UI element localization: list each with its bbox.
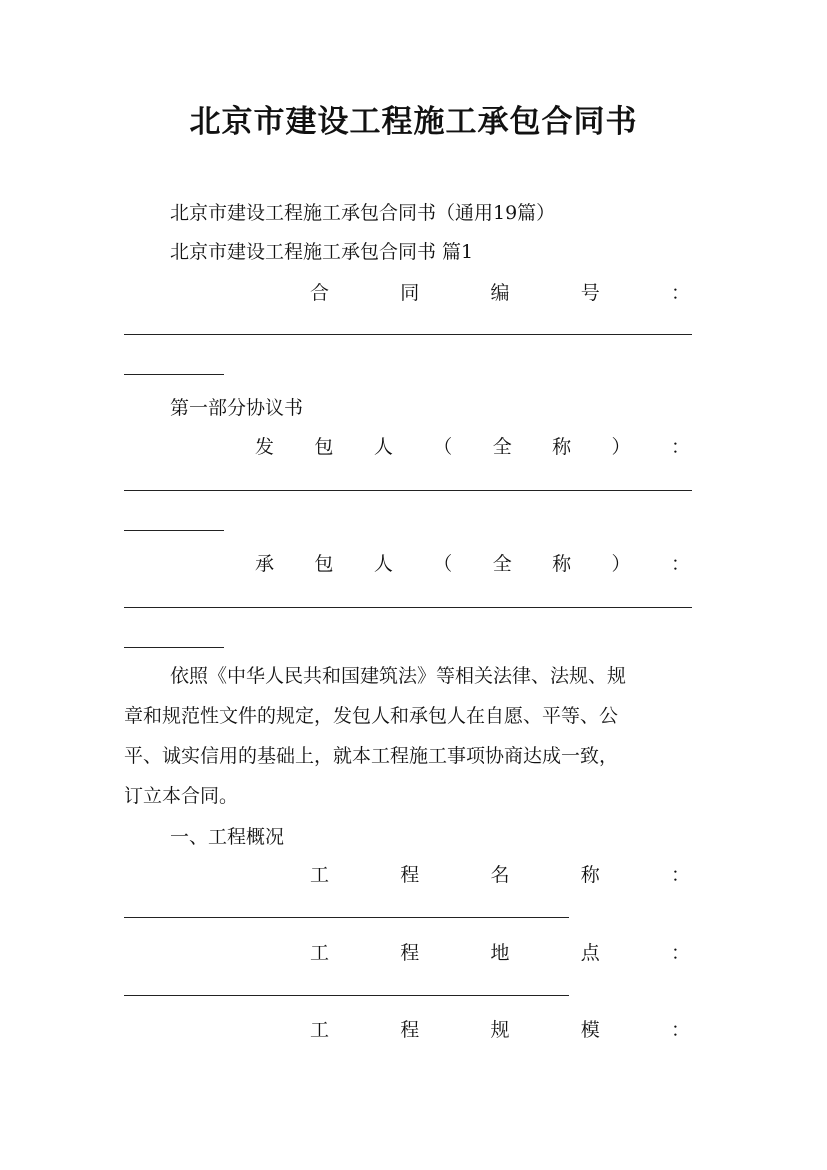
employer-blank-line (124, 490, 692, 491)
contract-number-blank-line-2 (124, 374, 224, 375)
employer-blank-line-2 (124, 530, 224, 531)
contractor-label: 承 包 人 （ 全 称 ） ： (255, 553, 690, 575)
overview-heading: 一、工程概况 (170, 826, 285, 848)
project-name-blank-line (124, 917, 569, 918)
project-location-blank-line (124, 995, 569, 996)
project-name-label: 工 程 名 称 ： (310, 864, 690, 886)
contract-number-label: 合 同 编 号 ： (310, 282, 690, 304)
project-location-label: 工 程 地 点 ： (310, 942, 690, 964)
document-subtitle: 北京市建设工程施工承包合同书（通用19篇） (170, 202, 556, 224)
document-title: 北京市建设工程施工承包合同书 (189, 104, 638, 140)
project-scale-label: 工 程 规 模 ： (310, 1019, 690, 1041)
contractor-blank-line (124, 607, 692, 608)
contractor-blank-line-2 (124, 647, 224, 648)
contract-number-blank-line (124, 334, 692, 335)
intro-paragraph: 依照《中华人民共和国建筑法》等相关法律、法规、规 章和规范性文件的规定，发包人和承包人在自愿、平等、公 平、诚实信用的基础上，就本工程施工事项协商达成一致， 订立本合同。 (124, 665, 627, 807)
section-heading-agreement: 第一部分协议书 (170, 397, 304, 419)
employer-label: 发 包 人 （ 全 称 ） ： (255, 436, 690, 458)
part-heading: 北京市建设工程施工承包合同书 篇1 (170, 241, 474, 263)
